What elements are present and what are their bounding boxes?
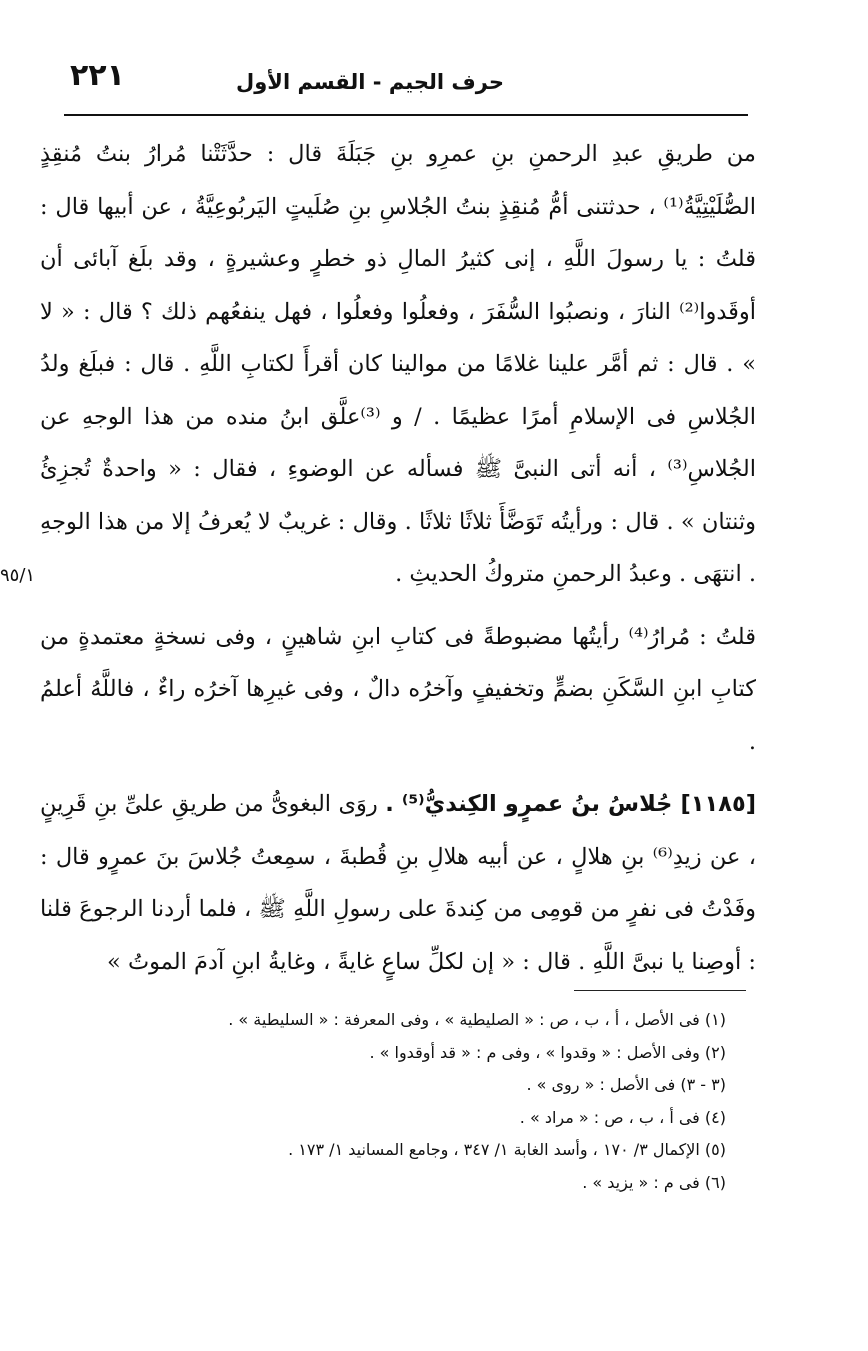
footnote-4: (٤) فى أ ، ب ، ص : « مراد » . bbox=[519, 1107, 726, 1127]
running-title: حرف الجيم - القسم الأول bbox=[236, 70, 504, 94]
footnote-1: (١) فى الأصل ، أ ، ب ، ص : « الصليطية » ، وفى المعرفة : « السليطية » . bbox=[228, 1010, 726, 1029]
footnote-5: (٥) الإكمال ٣/ ١٧٠ ، وأسد الغابة ١/ ٣٤٧ ، وجامع المسانيد ١/ ١٧٣ . bbox=[288, 1140, 726, 1159]
footnote-3: (٣ - ٣) فى الأصل : « روى » . bbox=[526, 1075, 726, 1094]
main-text bbox=[40, 128, 756, 988]
page-number: ٢٢١ bbox=[70, 58, 125, 93]
footnotes bbox=[86, 1004, 726, 1199]
entry-heading: [١١٨٥] جُلاسُ بنُ عمرٍو الكِنديُّ⁽⁵⁾ . bbox=[385, 791, 756, 817]
entry-text: روَى البغوىُّ من طريقِ علىِّ بنِ قَرِينٍ ، عن زيدِ⁽⁶⁾ بنِ هلالٍ ، عن أبيه هلالِ بنِ قُطبةَ ، سمِعتُ جُلاسَ بنَ عمرٍو قال : وفَدْتُ فى نفرٍ من قومِى من كِندةَ على رسولِ اللَّهِ ﷺ ، فلما أردنا الرجوعَ قلنا : أوصِنا يا نبىَّ اللَّهِ . قال : « إن لكلِّ ساعٍ غايةً ، وغايةُ ابنِ آدمَ الموتُ » bbox=[40, 791, 756, 975]
footnote-6: (٦) فى م : « يزيد » . bbox=[582, 1172, 726, 1192]
footnote-rule bbox=[574, 990, 746, 991]
page-header bbox=[64, 52, 748, 118]
header-rule bbox=[64, 114, 748, 116]
paragraph-hadith: من طريقِ عبدِ الرحمنِ بنِ عمرِو بنِ جَبَلَةَ قال : حدَّثَتْنا مُرارُ بنتُ مُنقِذٍ الصُّلَيْتِيَّةُ⁽¹⁾ ، حدثتنى أمُّ مُنقِذٍ بنتُ الجُلاسِ بنِ صُلَيتٍ اليَربُوعِيَّةُ ، عن أبيها قال : قلتُ : يا رسولَ اللَّهِ ، إنى كثيرُ المالِ ذو خطرٍ وعشيرةٍ ، وقد بلَغ آبائى أن أوقَدوا⁽²⁾ النارَ ، ونصبُوا السُّفَرَ ، وفعلُوا وفعلُوا ، فهل ينفعُهم ذلك ؟ قال : « لا » . قال : ثم أمَّر علينا غلامًا من موالينا كان أقرأَ لكتابِ اللَّهِ . قال : فبلَغ ولدُ الجُلاسِ فى الإسلامِ أمرًا عظيمًا . / و ⁽³⁾علَّق ابنُ منده من هذا الوجهِ عن الجُلاسِ⁽³⁾ ، أنه أتى النبىَّ ﷺ فسأله عن الوضوءِ ، فقال : « واحدةٌ تُجزِئُ وثنتان » . قال : ورأيتُه تَوَضَّأَ ثلاثًا ثلاثًا . وقال : غريبٌ لا يُعرفُ إلا من هذا الوجهِ . انتهَى . وعبدُ الرحمنِ متروكُ الحديثِ . bbox=[40, 141, 756, 587]
entry-paragraph bbox=[40, 778, 756, 988]
paragraph-comment: قلتُ : مُرارُ⁽⁴⁾ رأيتُها مضبوطةً فى كتابِ ابنِ شاهينٍ ، وفى نسخةٍ معتمدةٍ من كتابِ ابنِ السَّكَنِ بضمٍّ وتخفيفٍ وآخرُه دالٌ ، وفى غيرِها آخرُه راءٌ ، فاللَّهُ أعلمُ . bbox=[40, 623, 757, 755]
margin-note: ٩٥/١ bbox=[0, 565, 36, 586]
footnote-2: (٢) وفى الأصل : « وقدوا » ، وفى م : « قد أوقدوا » . bbox=[369, 1042, 726, 1062]
